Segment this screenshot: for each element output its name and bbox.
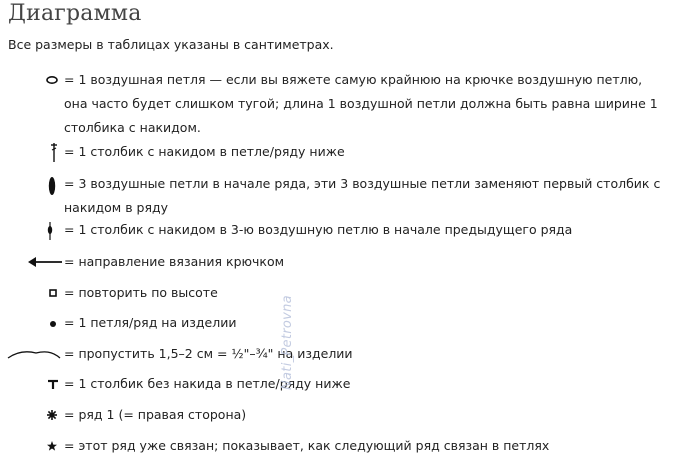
single-crochet-icon	[0, 372, 64, 396]
double-crochet-icon	[0, 140, 64, 164]
legend-text: = 3 воздушные петли в начале ряда, эти 3 воздушные петли заменяют первый столбик с накидом в ряду	[64, 176, 661, 215]
dot-icon	[0, 311, 64, 335]
legend-text: = 1 столбик с накидом в петле/ряду ниже	[64, 144, 345, 159]
square-icon	[0, 281, 64, 305]
legend-text: = 1 столбик с накидом в 3-ю воздушную петлю в начале предыдущего ряда	[64, 222, 573, 237]
small-star-icon	[0, 434, 64, 458]
double-crochet-in-turning-chain-icon	[0, 218, 64, 242]
legend-text: = этот ряд уже связан; показывает, как следующий ряд связан в петлях	[64, 438, 550, 453]
arc-icon	[0, 342, 64, 366]
page-title: Диаграмма	[8, 1, 142, 26]
legend-text: = 1 столбик без накида в петле/ряду ниже	[64, 376, 351, 391]
page-subtitle: Все размеры в таблицах указаны в сантиметрах.	[8, 37, 334, 52]
turning-chain-oval-icon	[0, 172, 64, 196]
legend-text: = пропустить 1,5–2 см = ½"–¾" на изделии	[64, 346, 353, 361]
arrow-left-icon	[0, 250, 64, 274]
legend-text: = 1 петля/ряд на изделии	[64, 315, 237, 330]
filled-star-icon	[0, 403, 64, 427]
legend-text: = направление вязания крючком	[64, 254, 285, 269]
legend-text: = повторить по высоте	[64, 285, 218, 300]
watermark: Nati_Petrovna	[280, 295, 295, 390]
legend-text: = 1 воздушная петля — если вы вяжете самую крайнюю на крючке воздушную петлю, она часто будет слишком тугой; длина 1 воздушной петли должна быть равна ширине 1 столбика с накидом.	[64, 72, 658, 135]
legend-text: = ряд 1 (= правая сторона)	[64, 407, 247, 422]
chain-stitch-oval-icon	[0, 68, 64, 92]
